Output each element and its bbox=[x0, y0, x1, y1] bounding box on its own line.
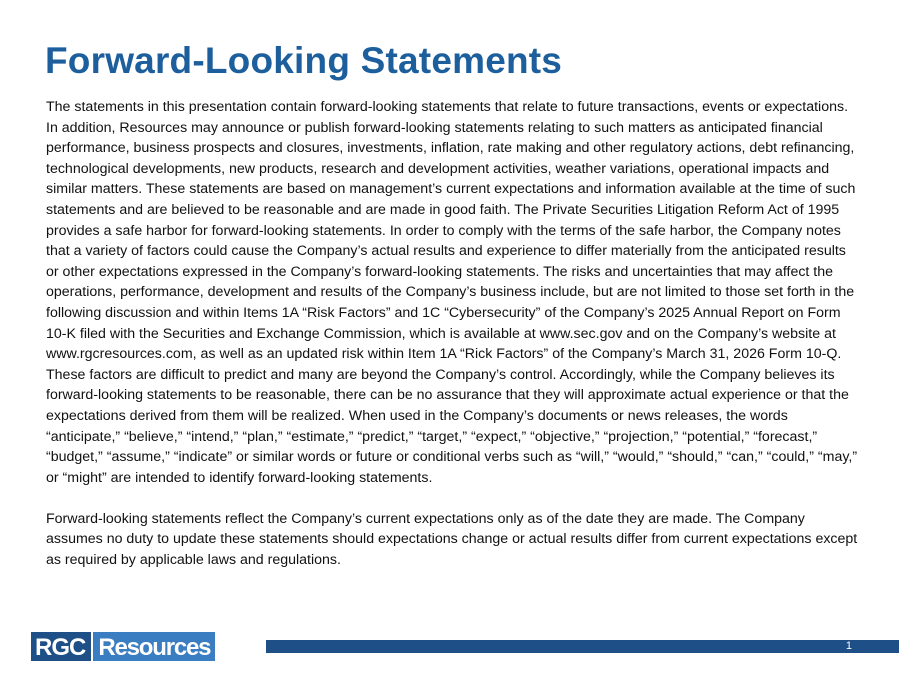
paragraph-1: The statements in this presentation contain forward-looking statements that relate to future transactions, events or expectations. In addition, Resources may announce or publish forward-looking statements relating to such matters as anticipated financial performance, business prospects and closures, investments, inflation, rate making and other regulatory actions, debt refinancing, technological developments, new products, research and development activities, weather variations, operational impacts and similar matters. These statements are based on management’s current expectations and information available at the time of such statements and are believed to be reasonable and are made in good faith. The Private Securities Litigation Reform Act of 1995 provides a safe harbor for forward-looking statements. In order to comply with the terms of the safe harbor, the Company notes that a variety of factors could cause the Company’s actual results and experience to differ materially from the anticipated results or other expectations expressed in the Company’s forward-looking statements. The risks and uncertainties that may affect the operations, performance, development and results of the Company’s business include, but are not limited to those set forth in the following discussion and within Items 1A “Risk Factors” and 1C “Cybersecurity” of the Company’s 2025 Annual Report on Form 10-K filed with the Securities and Exchange Commission, which is available at www.sec.gov and on the Company’s website at www.rgcresources.com, as well as an updated risk within Item 1A “Rick Factors” of the Company’s March 31, 2026 Form 10-Q. These factors are difficult to predict and many are beyond the Company’s control. Accordingly, while the Company believes its forward-looking statements to be reasonable, there can be no assurance that they will approximate actual experience or that the expectations derived from them will be realized. When used in the Company’s documents or news releases, the words “anticipate,” “believe,” “intend,” “plan,” “estimate,” “predict,” “target,” “expect,” “objective,” “projection,” “potential,” “forecast,” “budget,” “assume,” “indicate” or similar words or future or conditional verbs such as “will,” “would,” “should,” “can,” “could,” “may,” or “might” are intended to identify forward-looking statements. bbox=[46, 99, 858, 486]
paragraph-2: Forward-looking statements reflect the Company’s current expectations only as of the date they are made. The Company assumes no duty to update these statements should expectations change or actual results differ from current expectations except as required by applicable laws and regulations. bbox=[46, 510, 858, 569]
company-logo bbox=[31, 632, 215, 661]
page-number: 1 bbox=[845, 640, 852, 652]
body-text bbox=[46, 97, 858, 571]
footer-bar bbox=[266, 640, 899, 653]
logo-resources: Resources bbox=[93, 632, 215, 661]
page-title: Forward-Looking Statements bbox=[45, 40, 563, 81]
logo-rgc: RGC bbox=[31, 632, 91, 661]
